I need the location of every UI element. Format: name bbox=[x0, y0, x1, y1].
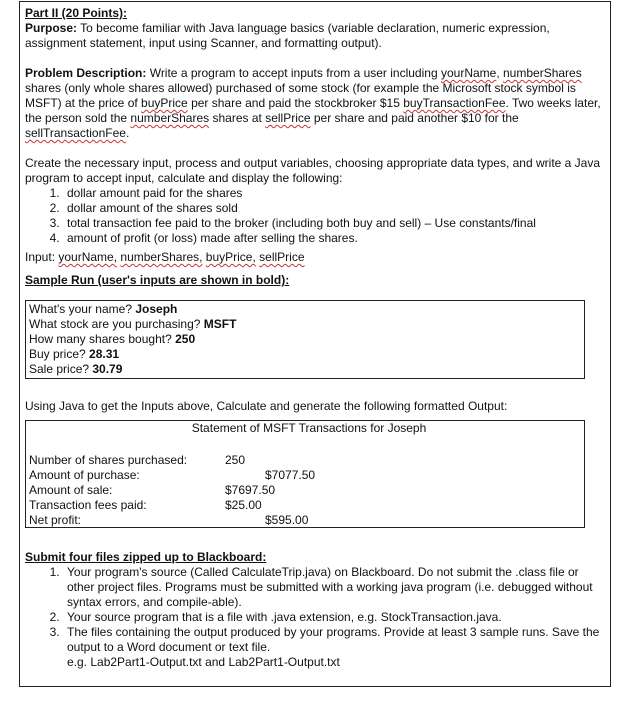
submit-heading: Submit four files zipped up to Blackboard: bbox=[25, 550, 267, 564]
output-label: Transaction fees paid: bbox=[29, 498, 147, 512]
list-item: 3. total transaction fee paid to the broker (including both buy and sell) – Use constants/final bbox=[63, 216, 605, 231]
problem-text-1: Write a program to accept inputs from a user including bbox=[149, 66, 438, 80]
outputs-list bbox=[25, 186, 605, 246]
output-value bbox=[225, 513, 265, 528]
var-numbershares-2: numberShares bbox=[130, 111, 210, 125]
problem-text-7: per share and paid another $10 for the bbox=[310, 111, 519, 125]
problem-text-6: shares at bbox=[209, 111, 262, 125]
sample-prompt: What stock are you purchasing? bbox=[29, 317, 204, 331]
var-buytransactionfee: buyTransactionFee bbox=[403, 96, 506, 110]
sample-line bbox=[29, 302, 581, 317]
output-row bbox=[29, 498, 581, 513]
sample-prompt: How many shares bought? bbox=[29, 332, 176, 346]
list-item: 2. dollar amount of the shares sold bbox=[63, 201, 605, 216]
submit-list bbox=[25, 565, 605, 655]
sample-line bbox=[29, 317, 581, 332]
list-item: 1. Your program's source (Called CalculateTrip.java) on Blackboard. Do not submit the .class file or other project files. Programs must be submitted with a working java program (i.e. debugged without syntax errors, and compile-able). bbox=[63, 565, 605, 610]
document-page bbox=[19, 1, 639, 700]
problem-text-5: . Two weeks later, the person sold the bbox=[25, 96, 601, 125]
input-label: Input: bbox=[25, 250, 56, 264]
sample-prompt: Buy price? bbox=[29, 347, 90, 361]
sample-line bbox=[29, 347, 581, 362]
output-value: $7697.50 bbox=[225, 483, 276, 497]
list-item: 3. The files containing the output produced by your programs. Provide at least 3 sample runs. Save the output to a Word document or text file. bbox=[63, 625, 605, 655]
output-label: Amount of purchase: bbox=[29, 468, 140, 482]
output-value-2: $7077.50 bbox=[265, 468, 316, 482]
problem-text-3: shares (only whole shares allowed) purchased of some stock (for example the Microsoft stock symbol is MSFT) at the price of bbox=[25, 81, 576, 110]
purpose-paragraph bbox=[25, 21, 605, 51]
output-label: Amount of sale: bbox=[29, 483, 113, 497]
output-value bbox=[225, 468, 265, 483]
output-row bbox=[29, 468, 581, 483]
list-item: 1. dollar amount paid for the shares bbox=[63, 186, 605, 201]
purpose-label: Purpose: bbox=[25, 21, 78, 35]
var-sellprice: sellPrice bbox=[265, 111, 311, 125]
part-heading: Part II (20 Points): bbox=[25, 6, 128, 20]
problem-paragraph bbox=[25, 66, 605, 141]
sample-answer: MSFT bbox=[203, 317, 237, 331]
problem-text-8: . bbox=[125, 126, 130, 140]
sample-answer: 28.31 bbox=[89, 347, 120, 361]
sample-answer: 30.79 bbox=[92, 362, 123, 376]
sample-answer: Joseph bbox=[135, 302, 178, 316]
output-row bbox=[29, 513, 581, 528]
output-box bbox=[25, 420, 585, 528]
sample-prompt: Sale price? bbox=[29, 362, 93, 376]
input-line bbox=[25, 250, 605, 265]
input-numbershares: numberShares, bbox=[120, 250, 203, 264]
input-buyprice: buyPrice, bbox=[205, 250, 256, 264]
output-value: $25.00 bbox=[225, 498, 262, 512]
sample-answer: 250 bbox=[175, 332, 196, 346]
problem-text-4: per share and paid the stockbroker $15 bbox=[187, 96, 400, 110]
var-selltransactionfee: sellTransactionFee bbox=[25, 126, 126, 140]
output-label: Number of shares purchased: bbox=[29, 453, 188, 467]
problem-text-2: , bbox=[496, 66, 503, 80]
assignment-box bbox=[19, 1, 611, 687]
sample-prompt: What's your name? bbox=[29, 302, 136, 316]
output-intro: Using Java to get the Inputs above, Calculate and generate the following formatted Output: bbox=[25, 399, 508, 413]
sample-line bbox=[29, 362, 581, 377]
input-yourname: yourName, bbox=[58, 250, 118, 264]
create-paragraph: Create the necessary input, process and output variables, choosing appropriate data types, and write a Java program to accept input, calculate and display the following: bbox=[25, 156, 601, 185]
output-value-2: $595.00 bbox=[265, 513, 309, 527]
sample-line bbox=[29, 332, 581, 347]
output-value: 250 bbox=[225, 453, 246, 467]
statement-title: Statement of MSFT Transactions for Joseph bbox=[191, 421, 427, 435]
sample-heading: Sample Run (user's inputs are shown in bold): bbox=[25, 273, 290, 287]
problem-label: Problem Description: bbox=[25, 66, 147, 80]
output-label: Net profit: bbox=[29, 513, 82, 527]
list-item: 2. Your source program that is a file with .java extension, e.g. StockTransaction.java. bbox=[63, 610, 605, 625]
var-buyprice: buyPrice bbox=[141, 96, 188, 110]
var-yourname: yourName bbox=[440, 66, 497, 80]
input-sellprice: sellPrice bbox=[259, 250, 305, 264]
output-row bbox=[29, 483, 581, 498]
list-item: 4. amount of profit (or loss) made after selling the shares. bbox=[63, 231, 605, 246]
var-numbershares: numberShares bbox=[503, 66, 582, 80]
submit-example: e.g. Lab2Part1-Output.txt and Lab2Part1-Output.txt bbox=[67, 655, 340, 669]
purpose-text: To become familiar with Java language basics (variable declaration, numeric expression, assignment statement, input using Scanner, and formatting output). bbox=[25, 21, 550, 50]
output-row bbox=[29, 453, 581, 468]
sample-run-box bbox=[25, 300, 585, 379]
